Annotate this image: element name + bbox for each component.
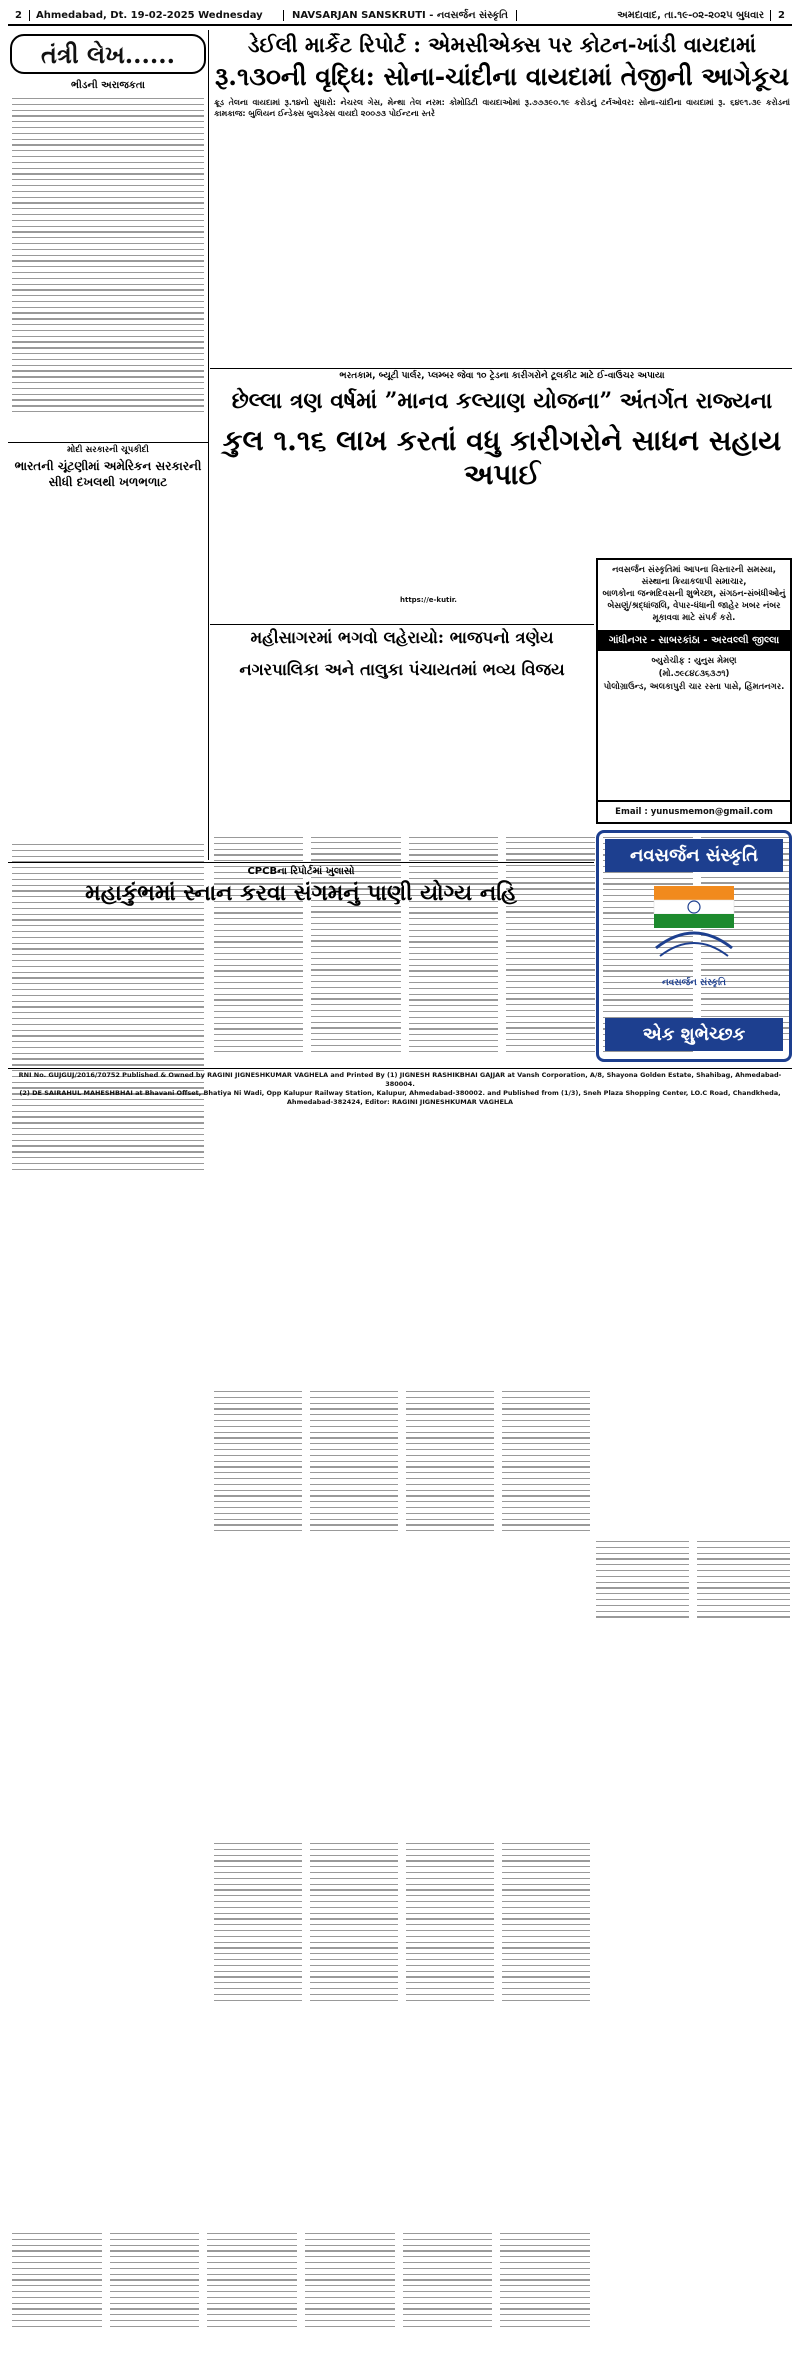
scheme-headline-2: કુલ ૧.૧૬ લાખ કરતાં વધુ કારીગરોને સાધન સહાય અપાઈ [222, 424, 782, 491]
promo-title: નવસર્જન સંસ્કૃતિ [605, 839, 783, 872]
scheme-url[interactable]: https://e-kutir. [400, 596, 457, 604]
kumbh-kicker: CPCBના રિપોર્ટમાં ખુલાસો [247, 866, 355, 877]
market-lead: ક્રૂડ તેલના વાયદામાં રૂ.૧૪નો સુધારો: નેચરલ ગેસ, મેન્થા તેલ નરમ: કોમોડિટી વાયદાઓમાં રૂ.૭૭૩૯૦.૧૯ કરોડનું ટર્નઓવર: સોના-ચાંદીના વાયદામાં રૂ. ૬૪૯૧.૩૯ કરોડનાં કામકાજ: બુલિયન ઈન્ડેક્સ બુલડેક્સ વાયદો ૨૦૦૭૩ પોઈન્ટના સ્તરે [214, 98, 790, 118]
market-headline-1: ડેઈલી માર્કેટ રિપોર્ટ : એમસીએક્સ પર કોટન-ખાંડી વાયદામાં [247, 32, 757, 57]
ad-line-2: સંસ્થાના ક્રિયાકલાપી સમાચાર, [641, 577, 747, 587]
divider [8, 442, 208, 443]
ad-line-4: બેસણું/શ્રદ્ધાંજલિ, વેપાર-ધંધાની જાહેર ખબર નંબર [607, 601, 781, 611]
election-headline-1: મહીસાગરમાં ભગવો લહેરાયો: ભાજપનો ત્રણેય [250, 628, 554, 647]
election-body [214, 1843, 590, 2007]
divider [210, 624, 594, 625]
scheme-body [214, 1391, 590, 1541]
imprint-line-2: (2) DE SAIRAHUL MAHESHBHAI at Bhavani Offset, Bhatiya Ni Wadi, Opp Kalupur Railway Station, Kalupur, Ahmedabad-380002. and Published from (1/3), Sneh Plaza Shopping Center, LO.C Road, Chandkheda, Ahmedabad-382424, Editor: RAGINI JIGNESHKUMAR VAGHELA [19, 1089, 781, 1106]
side-story-kicker: મોદી સરકારની ચૂપકીદી [67, 445, 149, 455]
ad-line-1: નવસર્જન સંસ્કૃતિમાં આપના વિસ્તારની સમસ્યા, [612, 565, 776, 575]
promo-tagline: એક શુભેચ્છક [605, 1018, 783, 1051]
page-number-left: 2 [8, 10, 30, 21]
election-headline-2: નગરપાલિકા અને તાલુકા પંચાયતમાં ભવ્ય વિજય [239, 660, 565, 679]
kumbh-body [12, 2233, 590, 2375]
divider [210, 368, 792, 369]
contact-ad [596, 558, 792, 824]
ad-districts: ગાંધીનગર - સાબરકાંઠા - અરવલ્લી જીલ્લા [598, 630, 790, 651]
scheme-kicker: ભરતકામ, બ્યૂટી પાર્લર, પ્લમ્બર જેવા ૧૦ ટ્રેડના કારીગરોને ટૂલકીટ માટે ઈ-વાઉચર અપાયા [339, 371, 665, 381]
bureau-phone: (મો.૭૯૮૪૮૩૬૩૭૧) [658, 669, 730, 679]
market-headline-2: રૂ.૧૩૦ની વૃદ્ધિ: સોના-ચાંદીના વાયદામાં તેજીની આગેકૂચ [214, 62, 790, 91]
editorial-title-box [10, 34, 206, 74]
page-header [8, 6, 792, 26]
promo-box [596, 830, 792, 1062]
scheme-headline-1: છેલ્લા ત્રણ વર્ષમાં ”માનવ કલ્યાણ યોજના” અંતર્ગત રાજ્યના [231, 388, 773, 414]
side-story-headline: ભારતની ચૂંટણીમાં અમેરિકન સરકારની સીધી દખલથી ખળભળાટ [14, 459, 202, 489]
edition-date: Ahmedabad, Dt. 19-02-2025 Wednesday [36, 9, 263, 21]
divider [8, 862, 594, 863]
bureau-email[interactable]: Email : yunusmemon@gmail.com [598, 800, 790, 822]
bureau-address: પોલોગ્રાઉન્ડ, અલકાપુરી ચાર રસ્તા પાસે, હિંમતનગર. [603, 682, 785, 692]
promo-logo [599, 878, 789, 988]
imprint-footer [8, 1068, 792, 1106]
gujarati-date: અમદાવાદ, તા.૧૯-૦૨-૨૦૨૫ બુધવાર [617, 9, 764, 21]
ad-line-3: બાળકોના જન્મદિવસની શુભેચ્છા, સંગઠન-સંબંધીઓનું [602, 589, 786, 599]
ad-line-5: મૂકાવવા માટે સંપર્ક કરો. [652, 613, 736, 623]
bureau-chief: બ્યુરોચીફ : યુનુસ મેમણ [651, 656, 737, 666]
kumbh-headline: મહાકુંભમાં સ્નાન કરવા સંગમનું પાણી યોગ્ય નહિ [85, 880, 517, 906]
scheme-body-continued [596, 1541, 790, 1621]
paper-name: NAVSARJAN SANSKRUTI - નવસર્જન સંસ્કૃતિ [283, 10, 517, 21]
imprint-line-1: RNI No. GUJGUJ/2016/70752 Published & Owned by RAGINI JIGNESHKUMAR VAGHELA and Printed By (1) JIGNESH RASHIKBHAI GAJJAR at Vansh Corporation, A/8, Shayona Golden Estate, Shahibag, Ahmedabad-380004. [18, 1071, 782, 1088]
editorial-body [12, 98, 204, 438]
editorial-subtitle: ભીડની અરાજકતા [71, 80, 145, 91]
column-rule [208, 30, 209, 860]
page-number-right: 2 [770, 10, 792, 21]
editorial-title: તંત્રી લેખ...... [41, 39, 175, 69]
promo-logo-caption: નવસર્જન સંસ્કૃતિ [661, 978, 727, 988]
